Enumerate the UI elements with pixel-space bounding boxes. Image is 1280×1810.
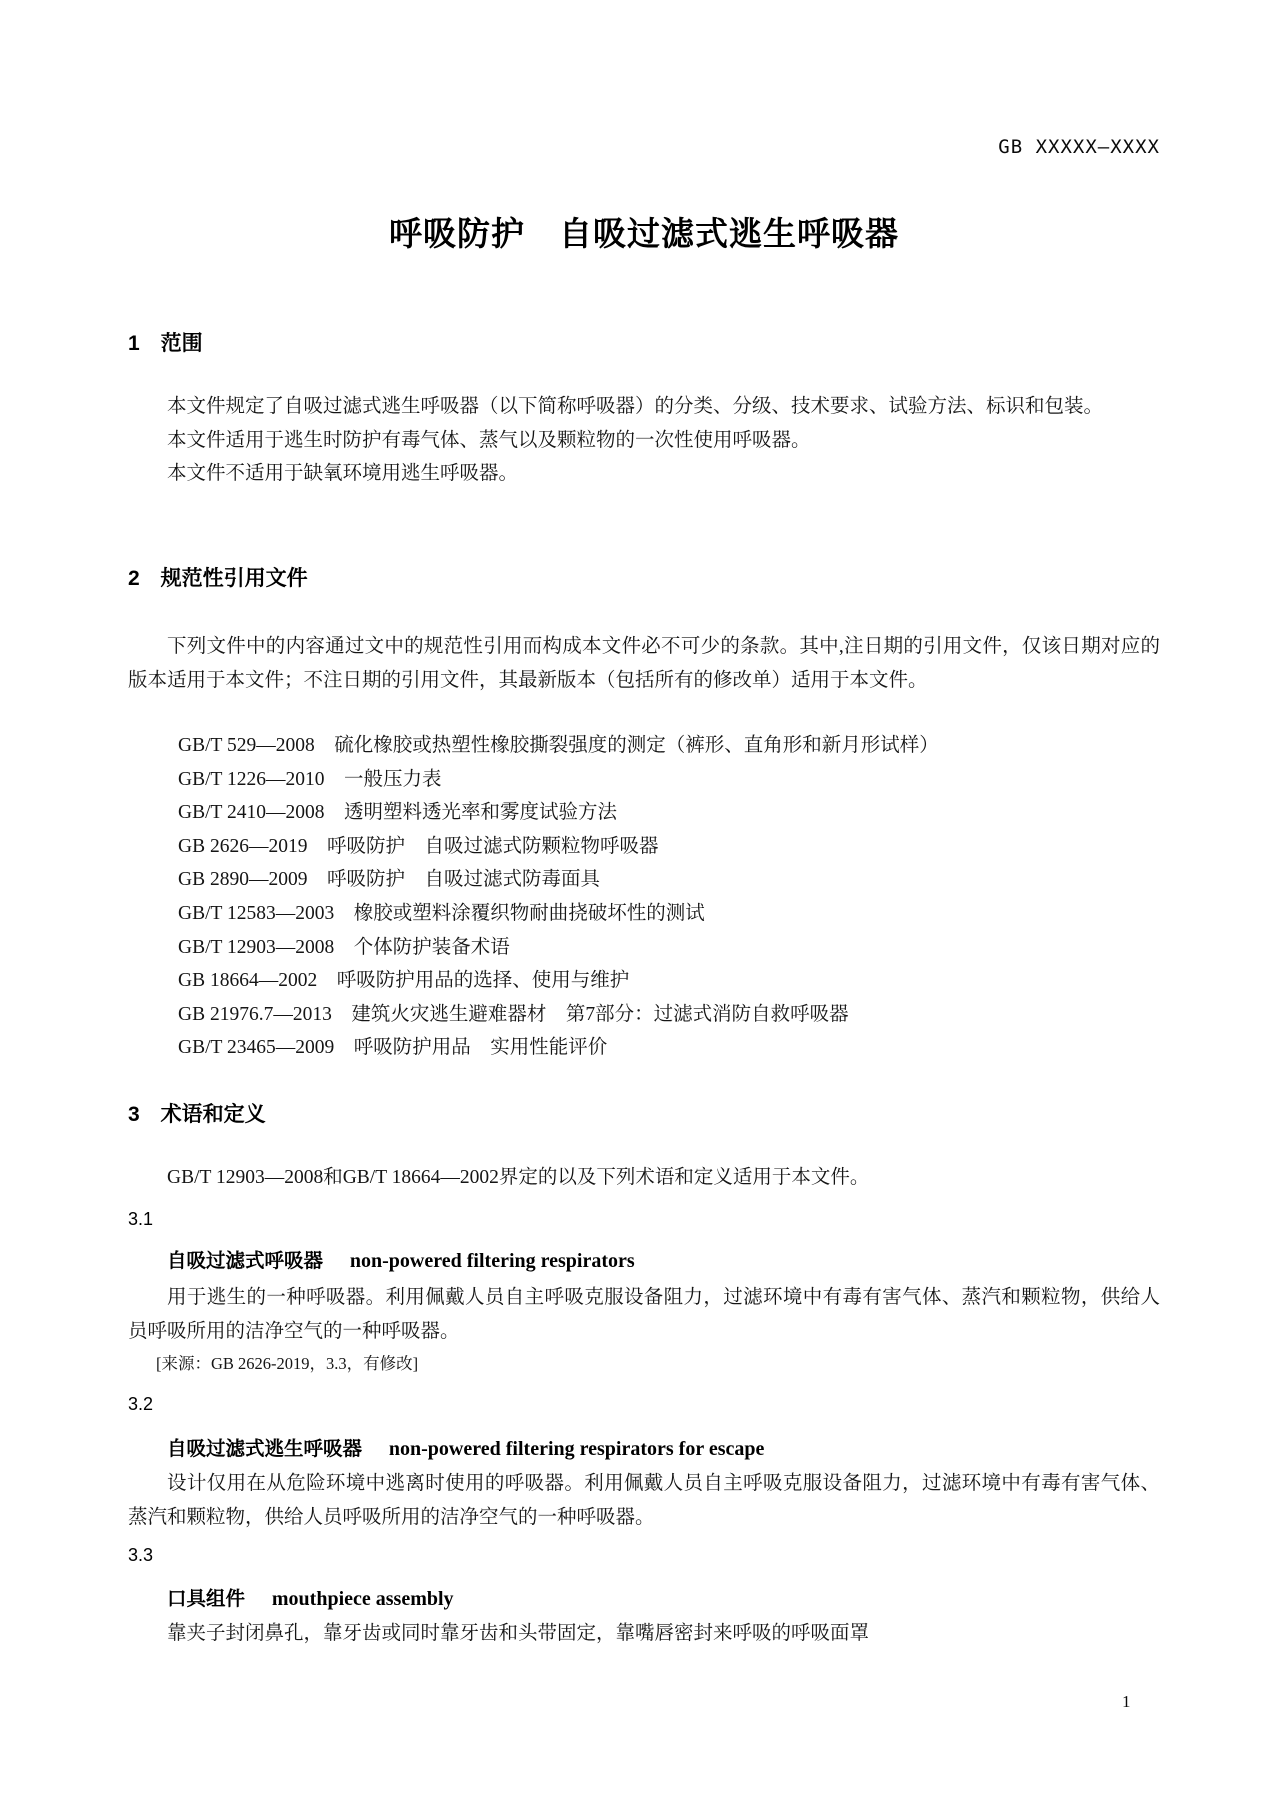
reference-item: GB/T 1226—2010 一般压力表 [178, 768, 442, 790]
term-source: [来源：GB 2626-2019，3.3，有修改] [156, 1354, 419, 1373]
term-zh: 自吸过滤式逃生呼吸器 [167, 1438, 363, 1460]
term-en: non-powered filtering respirators [349, 1250, 635, 1272]
term-en: mouthpiece assembly [271, 1588, 454, 1610]
term-number: 3.2 [128, 1394, 154, 1414]
reference-item: GB/T 12903—2008 个体防护装备术语 [178, 936, 510, 958]
scope-section [128, 390, 1160, 491]
term-title [128, 1433, 1160, 1461]
paragraph: GB/T 12903—2008和GB/T 18664—2002界定的以及下列术语和定义适用于本文件。 [167, 1167, 870, 1188]
term-definition: 用于逃生的一种呼吸器。利用佩戴人员自主呼吸克服设备阻力，过滤环境中有毒有害气体、蒸汽和颗粒物，供给人员呼吸所用的洁净空气的一种呼吸器。 [128, 1287, 1160, 1342]
reference-item: GB/T 529—2008 硫化橡胶或热塑性橡胶撕裂强度的测定（裤形、直角形和新月形试样） [178, 735, 939, 756]
section-heading-terms: 3 术语和定义 [128, 1103, 266, 1126]
section-heading-references: 2 规范性引用文件 [128, 567, 308, 590]
reference-item: GB/T 2410—2008 透明塑料透光率和雾度试验方法 [178, 802, 617, 824]
reference-item: GB 2890—2009 呼吸防护 自吸过滤式防毒面具 [178, 869, 600, 891]
term-definition: 靠夹子封闭鼻孔，靠牙齿或同时靠牙齿和头带固定，靠嘴唇密封来呼吸的呼吸面罩 [167, 1623, 870, 1644]
term-zh: 自吸过滤式呼吸器 [167, 1250, 324, 1272]
term-number: 3.1 [128, 1209, 154, 1229]
paragraph: 本文件适用于逃生时防护有毒气体、蒸气以及颗粒物的一次性使用呼吸器。 [167, 429, 811, 451]
term-definition: 设计仅用在从危险环境中逃离时使用的呼吸器。利用佩戴人员自主呼吸克服设备阻力，过滤环境中有毒有害气体、蒸汽和颗粒物，供给人员呼吸所用的洁净空气的一种呼吸器。 [128, 1473, 1160, 1528]
term-zh: 口具组件 [167, 1588, 246, 1610]
term-number: 3.3 [128, 1545, 154, 1565]
term-definition-block [128, 1467, 1160, 1534]
term-title [128, 1583, 1160, 1611]
paragraph: 本文件规定了自吸过滤式逃生呼吸器（以下简称呼吸器）的分类、分级、技术要求、试验方法、标识和包装。 [167, 396, 1104, 417]
reference-item: GB 2626—2019 呼吸防护 自吸过滤式防颗粒物呼吸器 [178, 835, 659, 857]
term-title [128, 1245, 1160, 1273]
paragraph: 下列文件中的内容通过文中的规范性引用而构成本文件必不可少的条款。其中,注日期的引用文件，仅该日期对应的版本适用于本文件；不注日期的引用文件，其最新版本（包括所有的修改单）适用于本文件。 [128, 636, 1160, 691]
page-number: 1 [1122, 1692, 1131, 1711]
standard-code: GB XXXXX—XXXX [998, 136, 1160, 158]
term-definition-block [128, 1281, 1160, 1348]
term-en: non-powered filtering respirators for escape [388, 1438, 765, 1460]
references-intro [128, 630, 1160, 697]
page-title: 呼吸防护 自吸过滤式逃生呼吸器 [389, 215, 899, 252]
reference-item: GB/T 23465—2009 呼吸防护用品 实用性能评价 [178, 1037, 608, 1059]
paragraph: 本文件不适用于缺氧环境用逃生呼吸器。 [167, 463, 519, 484]
reference-item: GB 18664—2002 呼吸防护用品的选择、使用与维护 [178, 970, 630, 992]
references-list [128, 729, 1160, 1065]
reference-item: GB/T 12583—2003 橡胶或塑料涂覆织物耐曲挠破坏性的测试 [178, 902, 705, 924]
section-heading-scope: 1 范围 [128, 332, 203, 355]
term-definition-block [128, 1617, 1160, 1651]
reference-item: GB 21976.7—2013 建筑火灾逃生避难器材 第7部分：过滤式消防自救呼吸器 [178, 1003, 849, 1025]
terms-intro [128, 1161, 1160, 1195]
